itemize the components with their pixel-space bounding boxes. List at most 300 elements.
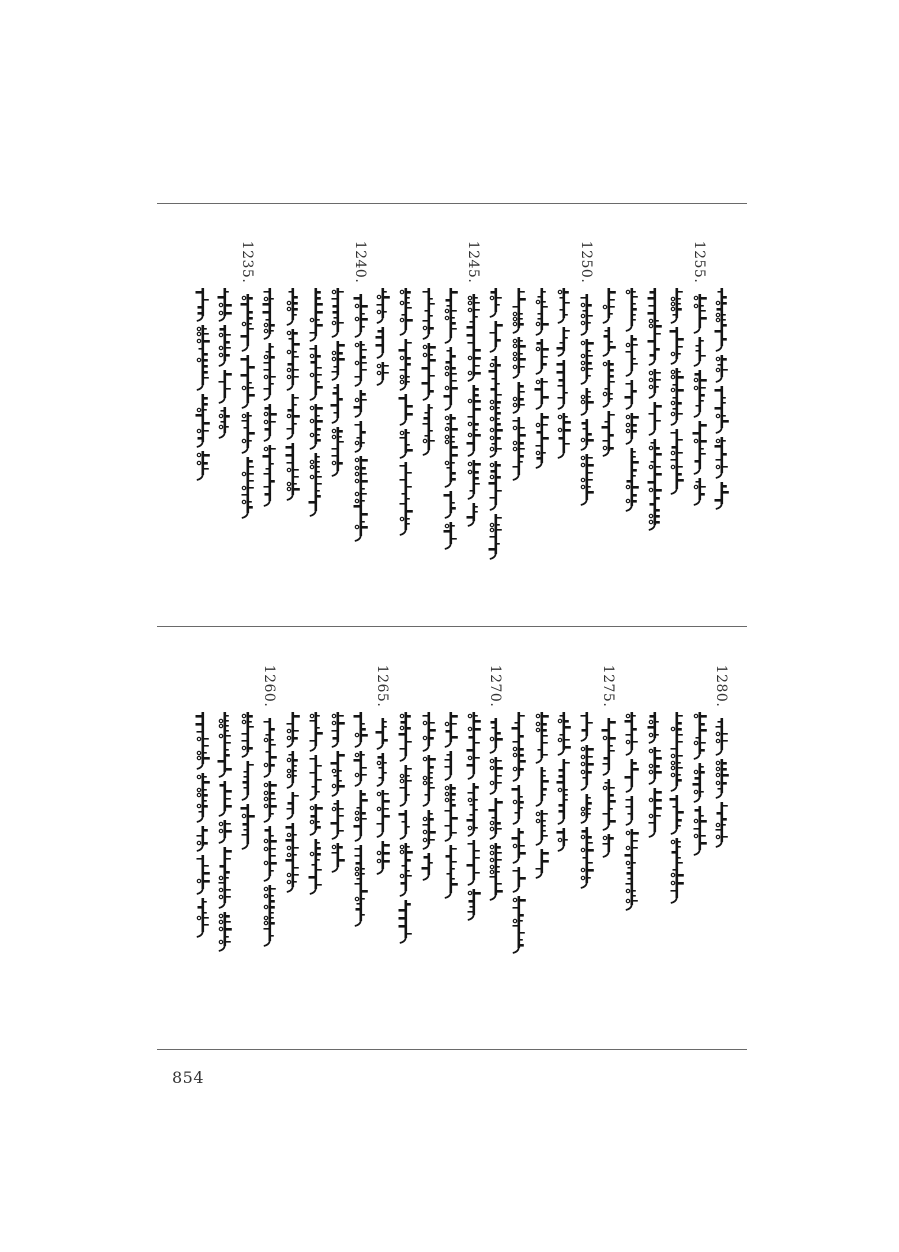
mongolian-word xyxy=(354,341,366,386)
verse-line xyxy=(486,656,506,936)
mongolian-word xyxy=(715,386,729,433)
mongolian-word xyxy=(581,454,594,505)
mongolian-word xyxy=(490,288,502,317)
verse-line xyxy=(712,232,732,612)
mongolian-script-line xyxy=(622,232,642,516)
mongolian-script-line xyxy=(193,656,213,942)
mongolian-word xyxy=(332,712,345,747)
verse-line xyxy=(509,232,529,612)
mongolian-word xyxy=(671,838,684,903)
mongolian-word xyxy=(694,370,707,417)
mongolian-word xyxy=(376,327,385,358)
mongolian-script-line xyxy=(667,656,687,908)
mongolian-word xyxy=(626,796,634,825)
mongolian-word xyxy=(513,867,526,892)
mongolian-word xyxy=(625,380,637,409)
mongolian-word xyxy=(444,491,456,518)
mongolian-word xyxy=(219,325,231,366)
mongolian-word xyxy=(219,370,232,403)
mongolian-word xyxy=(603,779,616,830)
mongolian-word xyxy=(264,343,276,400)
mongolian-word xyxy=(309,804,322,835)
mongolian-word xyxy=(218,288,232,321)
line-number-text: 1255. xyxy=(690,240,707,284)
mongolian-word xyxy=(557,327,570,356)
mongolian-word xyxy=(195,288,208,321)
mongolian-word xyxy=(287,751,298,788)
mongolian-script-line xyxy=(351,656,371,931)
mongolian-script-line xyxy=(306,656,326,899)
mongolian-word xyxy=(603,834,614,857)
mongolian-word xyxy=(332,288,344,337)
mongolian-word xyxy=(287,712,300,747)
verse-line xyxy=(373,656,393,936)
mongolian-word xyxy=(332,843,345,872)
mongolian-word xyxy=(715,482,729,509)
mongolian-word xyxy=(648,369,660,398)
verse-line xyxy=(373,232,393,612)
mongolian-word xyxy=(309,755,321,800)
mongolian-word xyxy=(444,522,457,549)
mongolian-word xyxy=(400,843,413,896)
verse-line xyxy=(577,656,597,936)
verse-line xyxy=(215,656,235,936)
mongolian-word xyxy=(648,402,661,435)
mongolian-script-line xyxy=(441,232,461,554)
mongolian-word xyxy=(558,288,570,323)
mongolian-word xyxy=(581,745,594,790)
verse-line xyxy=(532,656,552,936)
bottom-rule xyxy=(157,1049,747,1050)
mongolian-word xyxy=(353,390,366,417)
mongolian-word xyxy=(287,792,299,819)
mongolian-word xyxy=(466,712,480,779)
mongolian-word xyxy=(219,407,230,438)
line-number-text: 1270. xyxy=(487,664,504,708)
verse-line xyxy=(260,656,280,936)
mongolian-word xyxy=(716,718,728,755)
verse-line xyxy=(645,232,665,612)
verse-line xyxy=(554,656,574,936)
mongolian-word xyxy=(602,411,615,456)
mongolian-word xyxy=(400,765,412,806)
mongolian-script-line xyxy=(690,232,710,510)
mongolian-word xyxy=(399,810,410,839)
mongolian-script-line xyxy=(328,656,348,877)
mongolian-word xyxy=(716,759,729,798)
verse-line xyxy=(306,656,326,936)
mongolian-word xyxy=(647,288,661,365)
mongolian-script-line xyxy=(645,232,665,535)
mongolian-word xyxy=(286,823,299,892)
line-number-text: 1240. xyxy=(351,240,368,284)
mongolian-word xyxy=(376,718,388,749)
mongolian-word xyxy=(647,439,661,530)
mongolian-word xyxy=(558,712,571,755)
mongolian-word xyxy=(670,327,684,364)
mongolian-script-line xyxy=(690,656,710,860)
mongolian-script-line xyxy=(238,656,258,854)
mongolian-script-line xyxy=(396,656,416,948)
mongolian-script-line xyxy=(577,232,597,510)
mongolian-word xyxy=(512,712,526,781)
mongolian-word xyxy=(490,718,503,753)
mongolian-word xyxy=(287,288,298,325)
mongolian-word xyxy=(715,437,728,478)
mongolian-word xyxy=(535,339,548,374)
verse-line xyxy=(577,232,597,612)
mongolian-word xyxy=(241,457,253,518)
mongolian-word xyxy=(196,826,207,851)
mongolian-word xyxy=(535,849,548,878)
mongolian-word xyxy=(421,853,432,880)
mongolian-word xyxy=(671,712,683,791)
mongolian-word xyxy=(489,514,502,559)
mongolian-word xyxy=(400,429,413,458)
mongolian-script-line xyxy=(306,232,326,521)
mongolian-word xyxy=(196,898,208,937)
mongolian-word xyxy=(692,421,706,474)
mongolian-word xyxy=(513,382,525,413)
mongolian-word xyxy=(648,788,661,837)
mongolian-word xyxy=(353,751,366,786)
mongolian-word xyxy=(535,810,547,845)
mongolian-word xyxy=(196,773,209,822)
mongolian-word xyxy=(287,394,300,439)
verse-line xyxy=(554,232,574,612)
verse-line xyxy=(328,656,348,936)
mongolian-word xyxy=(535,288,548,335)
mongolian-word xyxy=(694,294,707,333)
mongolian-word xyxy=(241,412,254,453)
verse-line xyxy=(419,656,439,936)
verse-line xyxy=(690,232,710,612)
mongolian-word xyxy=(445,414,458,487)
mongolian-word xyxy=(603,327,616,356)
mongolian-word xyxy=(581,388,594,415)
mongolian-word xyxy=(716,355,728,382)
mongolian-word xyxy=(694,337,706,366)
mongolian-word xyxy=(625,712,638,755)
mongolian-word xyxy=(716,802,728,847)
mongolian-word xyxy=(626,335,638,376)
mongolian-script-line xyxy=(599,656,619,862)
mongolian-word xyxy=(490,757,503,794)
mongolian-word xyxy=(445,845,458,898)
mongolian-word xyxy=(286,443,300,500)
verse-line xyxy=(238,656,258,936)
mongolian-word xyxy=(647,712,658,743)
middle-rule xyxy=(157,626,747,627)
verse-line xyxy=(215,232,235,612)
verse-line xyxy=(622,656,642,936)
mongolian-script-line xyxy=(554,656,574,856)
mongolian-word xyxy=(468,460,481,499)
mongolian-word xyxy=(466,503,477,526)
mongolian-word xyxy=(219,912,232,951)
mongolian-word xyxy=(513,288,526,333)
mongolian-word xyxy=(625,829,639,910)
mongolian-script-line xyxy=(712,232,732,514)
mongolian-word xyxy=(602,718,616,775)
mongolian-word xyxy=(354,421,365,452)
mongolian-word xyxy=(219,781,232,816)
mongolian-word xyxy=(467,889,480,920)
verse-line xyxy=(328,232,348,612)
mongolian-word xyxy=(489,798,503,839)
mongolian-script-line xyxy=(464,232,484,531)
mongolian-script-line xyxy=(577,656,597,893)
mongolian-script-line xyxy=(419,232,439,460)
mongolian-word xyxy=(240,804,254,849)
mongolian-word xyxy=(264,718,277,777)
mongolian-script-line xyxy=(645,656,665,842)
verse-line xyxy=(667,656,687,936)
mongolian-word xyxy=(581,827,594,888)
mongolian-script-line xyxy=(554,232,574,463)
mongolian-script-line xyxy=(193,232,213,485)
mongolian-word xyxy=(671,368,684,425)
mongolian-word xyxy=(332,427,344,476)
mongolian-word xyxy=(353,456,367,541)
mongolian-script-line xyxy=(622,656,642,915)
page-number: 854 xyxy=(172,1068,205,1087)
mongolian-word xyxy=(219,820,232,843)
line-number-text: 1250. xyxy=(577,240,594,284)
mongolian-word xyxy=(626,448,639,511)
mongolian-word xyxy=(603,288,616,323)
mongolian-word xyxy=(557,360,568,409)
mongolian-word xyxy=(603,360,615,407)
mongolian-word xyxy=(400,462,413,535)
mongolian-word xyxy=(195,394,209,447)
mongolian-word xyxy=(240,294,253,351)
mongolian-word xyxy=(512,785,524,824)
verse-line xyxy=(464,232,484,612)
mongolian-word xyxy=(671,429,684,494)
mongolian-word xyxy=(241,712,253,757)
mongolian-word xyxy=(445,288,458,343)
mongolian-word xyxy=(331,751,345,796)
verse-block-lower xyxy=(157,656,747,936)
mongolian-word xyxy=(445,784,458,841)
mongolian-script-line xyxy=(712,656,732,852)
mongolian-word xyxy=(445,751,453,780)
mongolian-word xyxy=(353,294,367,337)
verse-line xyxy=(532,232,552,612)
mongolian-word xyxy=(421,343,435,400)
mongolian-script-line xyxy=(238,232,258,523)
mongolian-word xyxy=(490,321,503,352)
mongolian-word xyxy=(377,288,390,323)
mongolian-script-line xyxy=(486,656,506,905)
mongolian-word xyxy=(309,345,322,400)
mongolian-word xyxy=(490,843,503,900)
mongolian-word xyxy=(308,839,321,894)
mongolian-script-line xyxy=(464,656,484,925)
mongolian-word xyxy=(195,712,209,769)
verse-line xyxy=(283,656,303,936)
mongolian-word xyxy=(513,337,526,378)
mongolian-word xyxy=(309,712,322,751)
mongolian-word xyxy=(715,288,727,351)
line-number-text: 1260. xyxy=(261,664,278,708)
mongolian-script-line xyxy=(283,656,303,897)
mongolian-script-line xyxy=(441,656,461,903)
mongolian-word xyxy=(196,855,209,894)
mongolian-script-line xyxy=(532,232,552,473)
verse-line xyxy=(690,656,710,936)
verse-line xyxy=(260,232,280,612)
mongolian-word xyxy=(196,325,209,390)
mongolian-word xyxy=(694,712,707,759)
line-number-text: 1275. xyxy=(600,664,617,708)
mongolian-script-line xyxy=(260,656,280,951)
mongolian-script-line xyxy=(419,656,439,885)
verse-line xyxy=(599,232,619,612)
mongolian-word xyxy=(309,404,322,449)
verse-line xyxy=(486,232,506,612)
mongolian-word xyxy=(308,453,321,516)
mongolian-word xyxy=(196,451,209,480)
mongolian-word xyxy=(444,347,458,410)
line-number-text: 1280. xyxy=(713,664,730,708)
mongolian-script-line xyxy=(283,232,303,505)
mongolian-word xyxy=(218,712,232,777)
mongolian-word xyxy=(693,806,706,855)
verse-line xyxy=(622,232,642,612)
verse-line xyxy=(419,232,439,612)
verse-line xyxy=(351,232,371,612)
mongolian-word xyxy=(331,384,343,423)
mongolian-word xyxy=(580,712,592,741)
mongolian-word xyxy=(580,294,592,335)
mongolian-word xyxy=(648,747,661,784)
mongolian-word xyxy=(513,417,526,480)
mongolian-word xyxy=(489,461,502,510)
mongolian-word xyxy=(264,781,277,822)
mongolian-word xyxy=(581,419,594,450)
mongolian-word xyxy=(557,759,570,824)
mongolian-word xyxy=(581,794,592,823)
mongolian-word xyxy=(422,810,435,849)
mongolian-word xyxy=(353,790,367,841)
verse-line xyxy=(306,232,326,612)
line-number-text: 1265. xyxy=(374,664,391,708)
mongolian-word xyxy=(466,840,479,885)
mongolian-word xyxy=(558,413,571,458)
mongolian-script-line xyxy=(328,232,348,481)
verse-line xyxy=(509,656,529,936)
mongolian-script-line xyxy=(373,656,393,879)
mongolian-word xyxy=(466,385,480,456)
verse-line xyxy=(441,656,461,936)
mongolian-word xyxy=(263,288,275,339)
mongolian-script-line xyxy=(260,232,280,511)
mongolian-script-line xyxy=(599,232,619,461)
mongolian-word xyxy=(625,759,639,792)
mongolian-word xyxy=(219,847,232,908)
verse-line xyxy=(193,232,213,612)
line-number-text: 1235. xyxy=(238,240,255,284)
mongolian-word xyxy=(332,341,345,380)
verse-line xyxy=(283,232,303,612)
mongolian-word xyxy=(535,712,548,763)
mongolian-word xyxy=(400,288,413,335)
mongolian-word xyxy=(263,445,276,506)
mongolian-word xyxy=(534,378,548,409)
mongolian-word xyxy=(242,761,254,800)
mongolian-word xyxy=(377,790,390,837)
verse-block-upper xyxy=(157,232,747,612)
top-rule xyxy=(157,203,747,204)
mongolian-script-line xyxy=(532,656,552,883)
mongolian-word xyxy=(264,404,277,441)
mongolian-word xyxy=(557,828,568,851)
mongolian-word xyxy=(331,800,344,839)
mongolian-word xyxy=(399,712,412,761)
mongolian-word xyxy=(399,394,413,425)
mongolian-script-line xyxy=(215,656,235,956)
mongolian-word xyxy=(445,712,458,747)
verse-line xyxy=(351,656,371,936)
mongolian-script-line xyxy=(667,232,687,499)
verse-line xyxy=(238,232,258,612)
mongolian-script-line xyxy=(215,232,235,443)
mongolian-word xyxy=(466,294,480,381)
mongolian-script-line xyxy=(509,656,529,958)
mongolian-word xyxy=(466,783,478,836)
mongolian-word xyxy=(422,755,435,806)
mongolian-word xyxy=(422,404,434,455)
mongolian-word xyxy=(422,712,435,751)
mongolian-word xyxy=(670,795,684,834)
verse-line xyxy=(464,656,484,936)
mongolian-word xyxy=(377,841,390,874)
mongolian-word xyxy=(692,763,704,802)
verse-line xyxy=(667,232,687,612)
mongolian-word xyxy=(694,478,706,505)
mongolian-word xyxy=(581,339,594,384)
mongolian-word xyxy=(513,896,526,953)
mongolian-word xyxy=(399,339,412,390)
mongolian-script-line xyxy=(486,232,506,564)
mongolian-word xyxy=(671,288,683,323)
mongolian-script-line xyxy=(373,232,393,390)
verse-line xyxy=(396,656,416,936)
mongolian-word xyxy=(535,413,548,468)
mongolian-word xyxy=(377,753,387,786)
mongolian-word xyxy=(264,885,276,946)
verse-line xyxy=(441,232,461,612)
mongolian-script-line xyxy=(351,232,371,546)
verse-line xyxy=(193,656,213,936)
mongolian-word xyxy=(354,845,367,926)
mongolian-word xyxy=(309,288,322,341)
mongolian-word xyxy=(422,288,434,339)
mongolian-word xyxy=(353,712,367,747)
mongolian-word xyxy=(264,826,277,881)
mongolian-word xyxy=(489,356,503,457)
mongolian-word xyxy=(399,900,412,943)
verse-line xyxy=(599,656,619,936)
verse-line xyxy=(712,656,732,936)
mongolian-word xyxy=(240,355,254,408)
verse-line xyxy=(396,232,416,612)
mongolian-word xyxy=(512,828,526,863)
mongolian-word xyxy=(626,413,639,444)
mongolian-script-line xyxy=(396,232,416,540)
